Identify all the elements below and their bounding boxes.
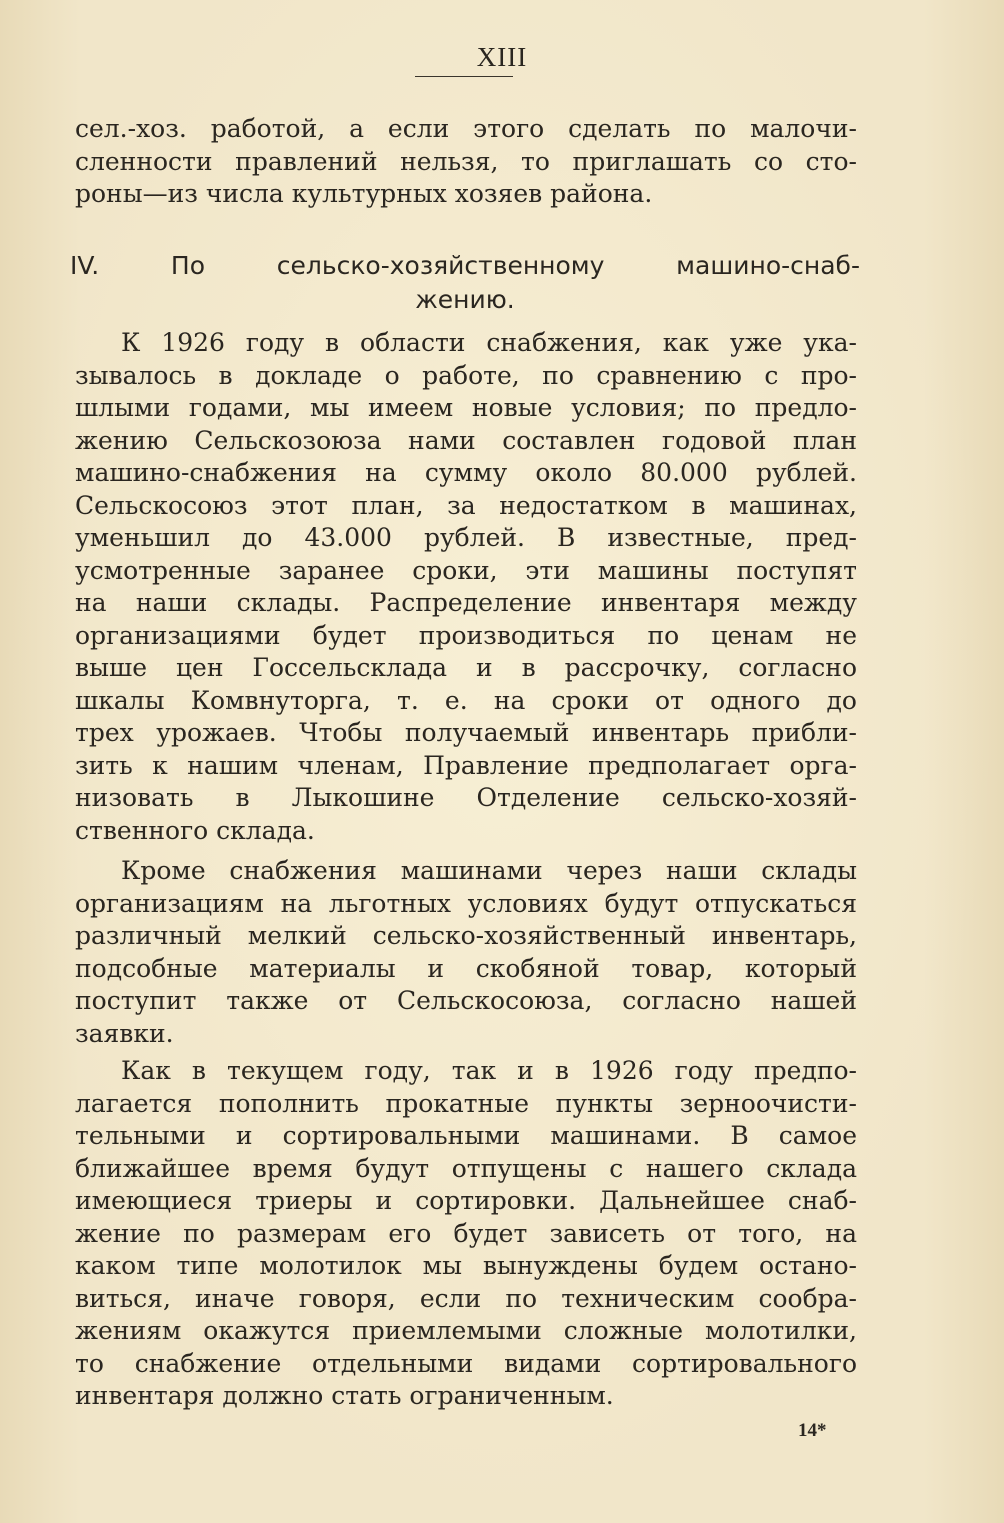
- page-number: XIII: [476, 42, 528, 72]
- heading-line: IV. По сельско-хозяйственному машино-снаб-: [70, 251, 860, 280]
- text-line: подсобные материалы и скобяной товар, который: [75, 953, 857, 983]
- text-line: машино-снабжения на сумму около 80.000 рублей.: [75, 458, 857, 487]
- text-line: поступит также от Сельскосоюза, согласно нашей: [75, 986, 857, 1015]
- text-line: роны—из числа культурных хозяев района.: [75, 179, 653, 208]
- text-line: шкалы Комвнуторга, т. е. на сроки от одного до: [75, 685, 857, 715]
- paragraph-2: [75, 855, 857, 1050]
- text-line: усмотренные заранее сроки, эти машины поступят: [75, 555, 857, 585]
- text-line: ственного склада.: [75, 815, 315, 845]
- text-line: выше цен Госсельсклада и в рассрочку, согласно: [75, 653, 857, 682]
- text-line: Кроме снабжения машинами через наши склады: [121, 856, 857, 885]
- text-line: тельными и сортировальными машинами. В самое: [75, 1121, 857, 1150]
- text-line: имеющиеся триеры и сортировки. Дальнейшее снаб-: [75, 1186, 857, 1215]
- text-line: инвентаря должно стать ограниченным.: [75, 1381, 614, 1410]
- paragraph-1: [75, 327, 857, 847]
- text-line: на наши склады. Распределение инвентаря между: [75, 588, 857, 617]
- text-line: Как в текущем году, так и в 1926 году предпо-: [121, 1056, 857, 1085]
- text-line: шлыми годами, мы имеем новые условия; по предло-: [75, 393, 857, 422]
- paragraph-3: [75, 1055, 857, 1413]
- text-line: Сельскосоюз этот план, за недостатком в машинах,: [75, 490, 857, 520]
- text-line: различный мелкий сельско-хозяйственный инвентарь,: [75, 921, 857, 950]
- text-line: ближайшее время будут отпущены с нашего склада: [75, 1153, 857, 1183]
- text-line: каком типе молотилок мы вынуждены будем остано-: [75, 1251, 857, 1280]
- page-number-rule: [415, 76, 513, 77]
- continuation-text: [75, 113, 857, 211]
- text-line: лагается пополнить прокатные пункты зерноочисти-: [75, 1088, 857, 1118]
- section-heading: [70, 249, 860, 317]
- text-line: зить к нашим членам, Правление предполагает орга-: [75, 750, 857, 780]
- text-line: зывалось в докладе о работе, по сравнению с про-: [75, 360, 857, 390]
- text-line: жение по размерам его будет зависеть от того, на: [75, 1218, 857, 1248]
- text-line: жению Сельскозоюза нами составлен годовой план: [75, 425, 857, 455]
- text-line: заявки.: [75, 1018, 174, 1048]
- text-line: К 1926 году в области снабжения, как уже ука-: [121, 328, 857, 357]
- text-line: сленности правлений нельзя, то приглашать со сто-: [75, 146, 857, 176]
- heading-line: жению.: [415, 285, 515, 314]
- text-line: уменьшил до 43.000 рублей. В известные, пред-: [75, 523, 857, 552]
- text-line: трех урожаев. Чтобы получаемый инвентарь прибли-: [75, 718, 857, 747]
- text-line: низовать в Лыкошине Отделение сельско-хозяй-: [75, 783, 857, 812]
- signature-mark: 14*: [798, 1420, 827, 1441]
- text-line: организациями будет производиться по ценам не: [75, 620, 857, 650]
- text-line: виться, иначе говоря, если по техническим сообра-: [75, 1283, 857, 1313]
- text-line: сел.-хоз. работой, а если этого сделать по малочи-: [75, 114, 857, 143]
- text-line: жениям окажутся приемлемыми сложные молотилки,: [75, 1316, 857, 1345]
- text-line: организациям на льготных условиях будут отпускаться: [75, 888, 857, 918]
- text-line: то снабжение отдельными видами сортировального: [75, 1348, 857, 1378]
